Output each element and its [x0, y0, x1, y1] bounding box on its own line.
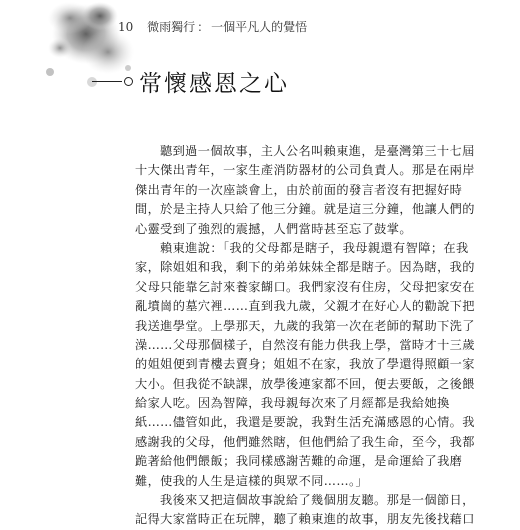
body-line: 難，使我的人生是這樣的與眾不同……。」: [135, 473, 369, 488]
body-line: 間，於是主持人只給了他三分鐘。就是這三分鐘，他讓人們的: [135, 202, 475, 217]
body-line: 的姐姐便到青樓去賣身；姐姐不在家，我放了學還得照顧一家: [135, 357, 475, 372]
page-number: 10: [118, 20, 134, 34]
body-line: 紙……儘管如此，我還是要說，我對生活充滿感恩的心情。我: [135, 415, 475, 430]
chapter-title: 常懷感恩之心: [139, 70, 289, 97]
body-line: 賴東進說：「我的父母都是瞎子，我母親還有智障；在我: [160, 240, 469, 255]
body-line: 我後來又把這個故事說給了幾個朋友聽。那是一個節日，: [160, 493, 475, 508]
body-line: 家，除姐姐和我，剩下的弟弟妹妹全都是瞎子。因為瞎，我的: [135, 260, 475, 275]
body-line: 跪著給他們餵飯；我同樣感謝苦難的命運，是命運給了我磨: [135, 454, 463, 469]
body-line: 傑出青年的一次座談會上，由於前面的發言者沒有把握好時: [135, 182, 463, 197]
body-line: 父母只能靠乞討來養家餬口。我們家沒有住房，父母把家安在: [135, 279, 475, 294]
body-text: [135, 142, 475, 530]
body-line: 感謝我的父母，他們雖然瞎，但他們給了我生命，至今，我都: [135, 434, 475, 449]
body-line: 大小。但我從不缺課，放學後連家都不回，便去要飯，之後餵: [135, 376, 475, 391]
heading-rule: [92, 81, 122, 82]
body-line: 心靈受到了強烈的震撼，人們當時甚至忘了鼓掌。: [135, 221, 412, 236]
header-separator: ：: [197, 20, 210, 34]
body-line: 亂墳崗的墓穴裡……直到我九歲，父親才在好心人的勸說下把: [135, 299, 475, 314]
running-head: [118, 18, 307, 35]
book-subtitle: 一個平凡人的覺悟: [211, 20, 308, 34]
body-line: 十大傑出青年，一家生產消防器材的公司負責人。那是在兩岸: [135, 163, 475, 178]
circle-ornament-icon: [124, 77, 133, 86]
body-line: 我送進學堂。上學那天，九歲的我第一次在老師的幫助下洗了: [135, 318, 475, 333]
body-line: 澡……父母那個樣子，自然沒有能力供我上學，當時才十三歲: [135, 337, 475, 352]
chapter-heading: [92, 66, 289, 96]
body-line: 給家人吃。因為智障，我母親每次來了月經都是我給她換: [135, 396, 450, 411]
book-title: 微雨獨行: [147, 20, 196, 34]
body-line: 記得大家當時正在玩牌，聽了賴東進的故事，朋友先後找藉口: [135, 512, 475, 527]
body-line: 聽到過一個故事，主人公名叫賴東進，是臺灣第三十七屆: [160, 144, 475, 158]
